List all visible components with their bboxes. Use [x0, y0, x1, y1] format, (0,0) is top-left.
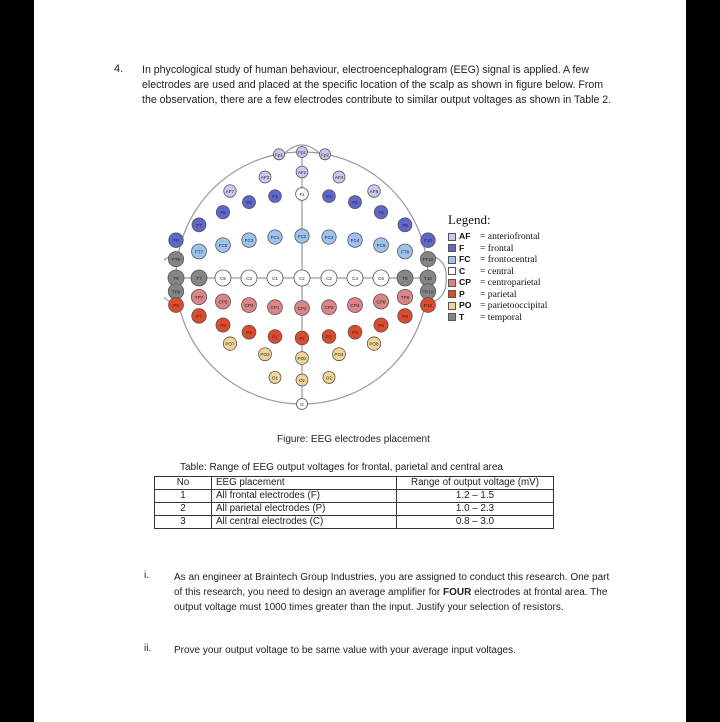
electrode-cp4 [348, 298, 363, 313]
legend-code: C [459, 265, 466, 276]
electrode-po7 [223, 337, 236, 350]
electrode-f2 [323, 190, 336, 203]
electrode-label: PO7 [225, 341, 235, 347]
legend-item [448, 243, 547, 255]
electrode-label: CP1 [270, 305, 280, 311]
electrode-fc5 [216, 238, 231, 253]
electrode-cp1 [268, 300, 283, 315]
electrode-ft8 [398, 244, 413, 259]
eeg-electrode-diagram [164, 142, 454, 426]
legend-code: F [459, 242, 465, 253]
electrode-label: P1 [272, 334, 278, 340]
electrode-label: P5 [220, 323, 226, 329]
electrode-f1 [269, 190, 282, 203]
electrode-label: AF4 [334, 175, 344, 181]
electrode-label: AFz [297, 170, 307, 175]
electrode-label: F5 [220, 210, 226, 216]
electrode-label: P6 [378, 323, 384, 329]
legend-item [448, 300, 547, 312]
electrode-cp5 [215, 294, 230, 309]
electrode-p8 [398, 309, 412, 323]
legend-item [448, 231, 547, 243]
electrode-p5 [216, 318, 230, 332]
legend-code: T [459, 311, 465, 322]
electrode-label: CPz [297, 306, 307, 311]
electrode-po3 [259, 348, 272, 361]
legend-swatch [448, 233, 456, 241]
electrode-label: F4 [352, 200, 358, 206]
electrode-label: Fpz [298, 150, 306, 155]
electrode-label: C4 [352, 276, 358, 281]
electrode-f4 [349, 196, 362, 209]
electrode-af8 [368, 185, 381, 198]
electrode-po4 [333, 348, 346, 361]
electrode-label: F3 [246, 200, 252, 206]
electrode-fz [296, 188, 309, 201]
legend-desc: = temporal [480, 311, 522, 323]
legend-desc: = parietal [480, 288, 517, 300]
electrode-c6 [373, 270, 389, 286]
electrode-ft9 [168, 251, 183, 266]
electrode-label: P3 [246, 330, 252, 336]
electrode-label: F1 [272, 194, 278, 200]
cell-placement: All central electrodes (C) [212, 516, 397, 529]
legend-code: FC [459, 254, 471, 264]
legend-item [448, 254, 547, 266]
electrode-af4 [333, 171, 345, 183]
electrode-cz [294, 270, 310, 286]
cell-range: 1.2 – 1.5 [397, 490, 554, 503]
cell-placement: All parietal electrodes (P) [212, 503, 397, 516]
legend-item [448, 277, 547, 289]
electrode-label: FC6 [376, 243, 386, 249]
table-title: Table: Range of EEG output voltages for frontal, parietal and central area [180, 462, 503, 473]
electrode-label: T7 [196, 276, 202, 281]
electrode-label: F9 [173, 238, 179, 244]
legend-swatch [448, 279, 456, 287]
electrode-tp9 [168, 284, 183, 299]
electrode-p1 [268, 330, 282, 344]
electrode-label: O1 [271, 375, 279, 381]
legend [448, 212, 547, 323]
electrode-afz [296, 166, 308, 178]
electrode-label: P9 [173, 303, 179, 308]
electrode-label: AF7 [225, 189, 235, 195]
figure-caption: Figure: EEG electrodes placement [277, 434, 430, 445]
electrode-label: TP7 [194, 294, 204, 300]
electrode-pz [295, 331, 309, 345]
electrode-cp3 [242, 298, 257, 313]
electrode-label: FC4 [350, 238, 360, 244]
electrode-p10 [421, 298, 436, 313]
electrode-label: FT7 [194, 249, 204, 255]
electrode-label: FC1 [270, 235, 280, 241]
electrode-label: FT8 [400, 249, 410, 255]
cell-range: 1.0 – 2.3 [397, 503, 554, 516]
header-placement: EEG placement [212, 477, 397, 490]
electrode-label: F2 [326, 194, 332, 200]
electrode-label: Cz [299, 276, 305, 281]
electrode-label: C6 [378, 276, 384, 281]
electrode-tp7 [191, 289, 206, 304]
voltage-table [154, 476, 554, 529]
electrode-fc3 [242, 233, 256, 247]
electrode-label: O2 [325, 375, 333, 381]
cell-range: 0.8 – 3.0 [397, 516, 554, 529]
table-row [155, 490, 554, 503]
electrode-c3 [241, 270, 257, 286]
table-header-row [155, 477, 554, 490]
electrode-label: PO4 [334, 352, 344, 358]
electrode-fc4 [348, 233, 362, 247]
table-row [155, 503, 554, 516]
legend-item [448, 289, 547, 301]
legend-swatch [448, 302, 456, 310]
electrode-label: T9 [173, 276, 179, 281]
electrode-fc1 [268, 230, 282, 244]
subquestion-text: Prove your output voltage to be same value with your average input voltages. [174, 645, 516, 656]
electrode-f5 [216, 205, 229, 218]
electrode-label: AF8 [369, 189, 379, 195]
legend-code: PO [459, 300, 472, 310]
electrode-label: Fp1 [275, 152, 283, 158]
electrode-label: C2 [326, 276, 332, 281]
electrode-tp10 [420, 284, 435, 299]
electrode-c4 [347, 270, 363, 286]
electrode-label: CP5 [218, 299, 228, 305]
electrode-c2 [321, 270, 337, 286]
legend-item [448, 266, 547, 278]
electrode-po8 [367, 337, 380, 350]
electrode-label: CP2 [324, 305, 334, 311]
cell-no: 3 [155, 516, 212, 529]
legend-swatch [448, 256, 456, 264]
electrode-p9 [169, 298, 184, 313]
electrode-label: P4 [352, 330, 358, 336]
electrode-o2 [323, 371, 335, 383]
legend-desc: = centroparietal [480, 277, 541, 288]
electrode-label: Oz [299, 378, 305, 383]
table-row [155, 516, 554, 529]
electrode-c5 [215, 270, 231, 286]
electrode-fp1 [273, 149, 284, 160]
subquestion-text-before: As an engineer at Braintech Group Industries, you are assigned to conduct this research. One part of this research, you need to design an average amplifier for [174, 572, 610, 598]
legend-swatch [448, 244, 456, 252]
electrode-label: P10 [423, 303, 433, 308]
document-page [34, 0, 686, 722]
electrode-label: FCz [297, 234, 307, 239]
electrode-af7 [224, 185, 237, 198]
electrode-cp6 [373, 294, 388, 309]
electrode-label: FC2 [324, 235, 334, 241]
electrode-fpz [297, 147, 308, 158]
legend-desc: = frontocentral [480, 254, 538, 265]
electrode-label: TP8 [400, 294, 410, 300]
electrode-label: Iz [300, 402, 304, 407]
legend-desc: = anteriofrontal [480, 231, 541, 242]
electrode-label: POz [297, 356, 307, 361]
electrode-fp2 [319, 149, 330, 160]
electrode-ft7 [192, 244, 207, 259]
electrode-af3 [259, 171, 271, 183]
electrode-f6 [374, 205, 387, 218]
electrode-ft10 [420, 251, 435, 266]
electrode-tp8 [397, 289, 412, 304]
electrode-label: Fz [299, 192, 305, 197]
electrode-label: PO8 [369, 341, 379, 347]
header-range: Range of output voltage (mV) [397, 477, 554, 490]
legend-swatch [448, 313, 456, 321]
electrode-fc6 [374, 238, 389, 253]
electrode-label: F7 [196, 222, 202, 228]
cell-placement: All frontal electrodes (F) [212, 490, 397, 503]
legend-code: AF [459, 231, 471, 241]
cell-no: 2 [155, 503, 212, 516]
electrode-p4 [348, 325, 362, 339]
electrode-fc2 [322, 230, 336, 244]
electrode-c1 [267, 270, 283, 286]
electrode-label: Pz [299, 336, 305, 341]
electrode-t7 [191, 270, 207, 286]
legend-desc: = central [480, 265, 514, 277]
electrode-label: FT10 [422, 257, 434, 263]
question-intro: In phycological study of human behaviour, electroencephalogram (EEG) signal is applied. A few electrodes are used and placed at the specific location of the scalp as shown in figure below. From the observation, there are a few electrodes contribute to similar output voltages as shown in Table 2. [142, 64, 612, 106]
electrode-oz [296, 374, 308, 386]
electrode-label: P2 [326, 334, 332, 340]
question-number: 4. [114, 63, 124, 75]
electrode-label: CP6 [376, 299, 386, 305]
legend-item [448, 312, 547, 324]
electrode-iz [297, 399, 308, 410]
electrode-cp2 [322, 300, 337, 315]
electrode-label: T8 [402, 276, 408, 281]
electrode-label: F6 [378, 210, 384, 216]
electrode-f9 [169, 233, 183, 247]
electrode-label: P7 [196, 313, 202, 319]
electrode-label: C1 [272, 276, 278, 281]
electrode-t8 [397, 270, 413, 286]
legend-swatch [448, 267, 456, 275]
electrode-label: FC5 [218, 243, 228, 249]
legend-title: Legend: [448, 212, 491, 227]
legend-desc: = frontal [480, 242, 514, 254]
electrode-label: P8 [402, 313, 408, 319]
legend-swatch [448, 290, 456, 298]
electrode-label: TP9 [171, 289, 181, 295]
electrode-label: TP10 [422, 289, 434, 295]
electrode-o1 [269, 371, 281, 383]
electrode-p3 [242, 325, 256, 339]
electrode-p6 [374, 318, 388, 332]
electrode-f10 [421, 233, 435, 247]
cell-no: 1 [155, 490, 212, 503]
electrode-label: FT9 [171, 257, 181, 263]
electrode-p2 [322, 330, 336, 344]
electrode-label: F8 [402, 222, 408, 228]
subquestion-number: ii. [144, 643, 152, 654]
subquestion-text-after: electrodes at frontal area. The output voltage must 1000 times greater than the input. Justify your selection of resistors. [174, 587, 608, 613]
legend-desc: = parietooccipital [480, 300, 548, 311]
electrode-label: Fp2 [321, 152, 329, 158]
electrode-poz [296, 352, 309, 365]
electrode-label: F10 [424, 238, 432, 244]
electrode-label: T10 [424, 276, 432, 281]
electrode-p7 [192, 309, 206, 323]
electrode-label: AF3 [260, 175, 270, 181]
header-no: No [155, 477, 212, 490]
electrode-fcz [295, 229, 309, 243]
subquestion-emphasis: FOUR [443, 587, 472, 598]
legend-code: P [459, 288, 465, 299]
electrode-label: C3 [246, 276, 252, 281]
electrode-label: FC3 [244, 238, 254, 244]
subquestion-number: i. [144, 570, 149, 581]
electrode-label: C5 [220, 276, 226, 281]
subquestion-text [174, 570, 619, 615]
electrode-f3 [243, 196, 256, 209]
electrode-label: CP4 [350, 303, 360, 309]
electrode-label: CP3 [244, 303, 254, 309]
electrode-cpz [295, 301, 310, 316]
electrode-f8 [398, 218, 412, 232]
electrode-label: PO3 [260, 352, 270, 358]
legend-code: CP [459, 277, 471, 287]
electrode-f7 [192, 218, 206, 232]
